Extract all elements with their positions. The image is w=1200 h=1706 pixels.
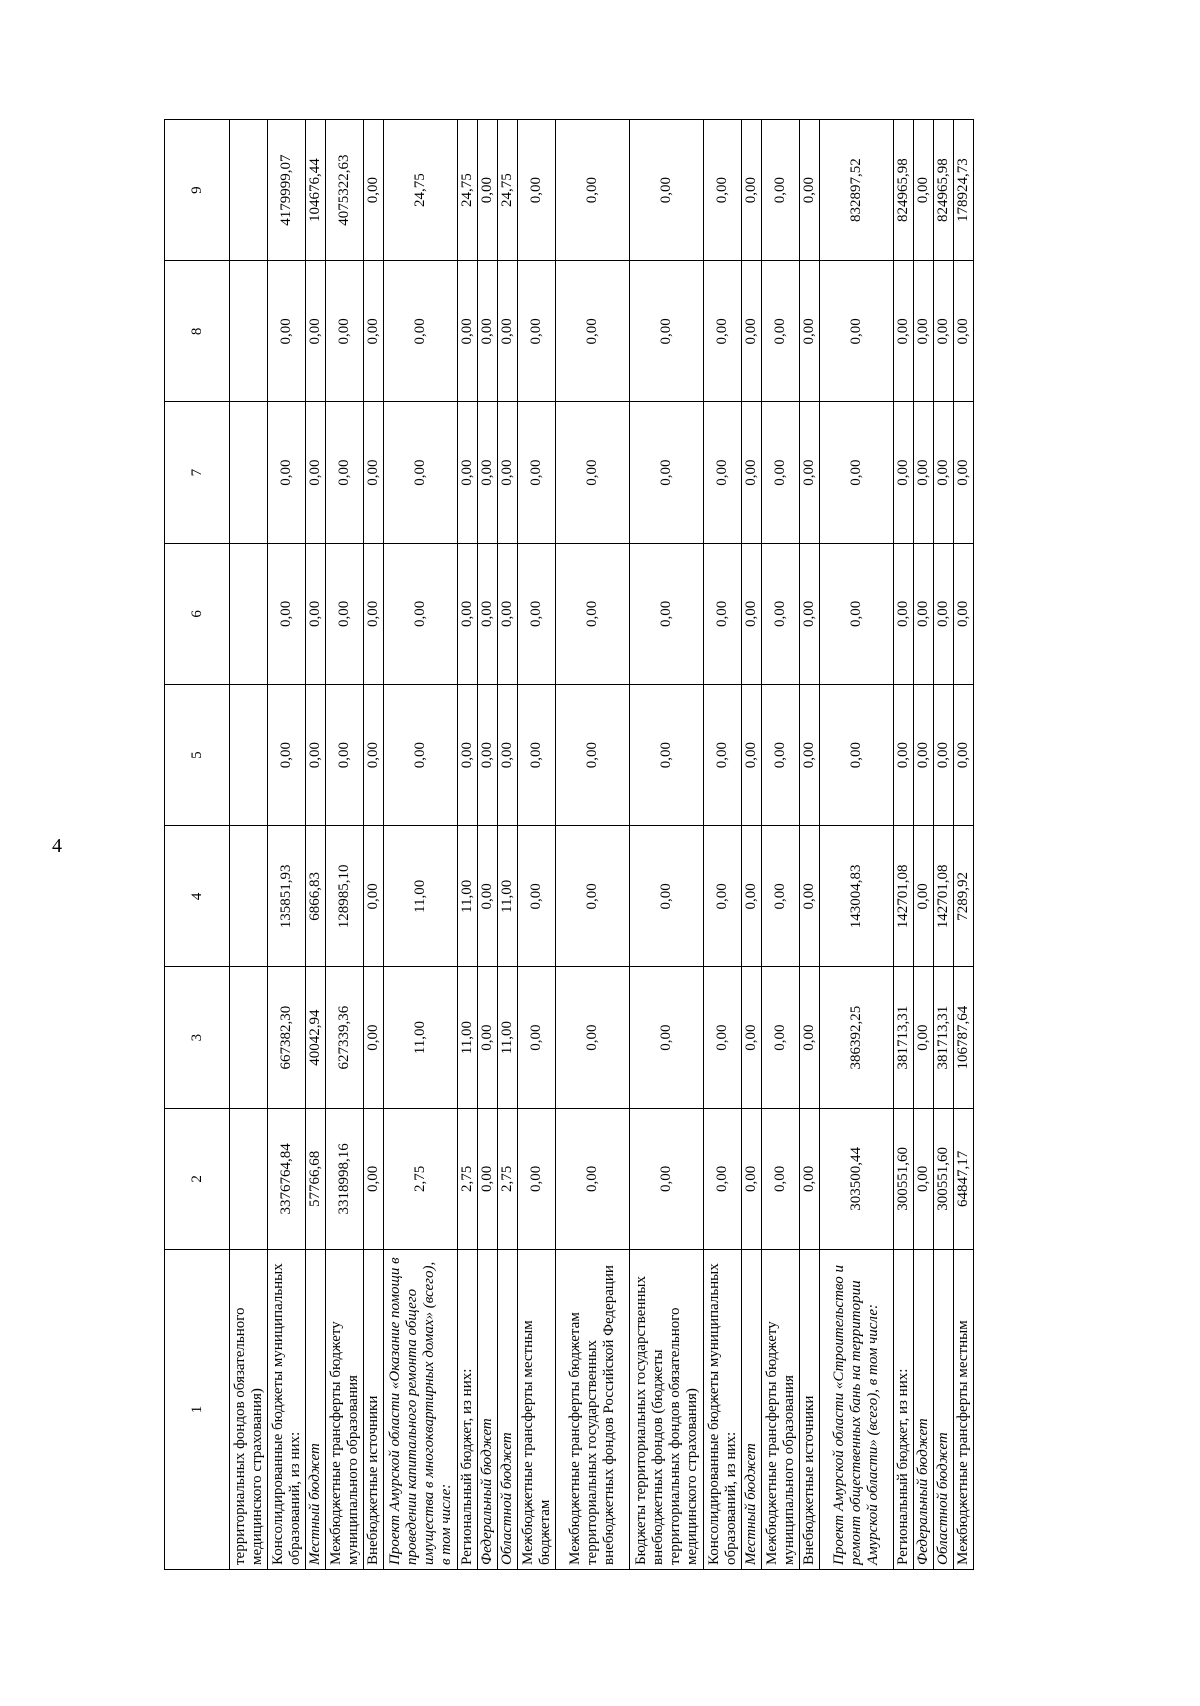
value-cell: 0,00 [800, 120, 820, 261]
value-cell: 11,00 [384, 967, 458, 1108]
value-cell: 6866,83 [306, 826, 326, 967]
value-cell: 0,00 [914, 543, 934, 684]
value-cell: 0,00 [742, 1108, 762, 1249]
value-cell: 0,00 [704, 685, 742, 826]
value-cell: 0,00 [914, 402, 934, 543]
rotated-table-container [164, 120, 1117, 1570]
row-label: Местный бюджет [742, 1250, 762, 1570]
value-cell: 386392,25 [820, 967, 894, 1108]
column-header-3: 3 [165, 967, 230, 1108]
value-cell: 106787,64 [954, 967, 974, 1108]
value-cell: 0,00 [704, 261, 742, 402]
page-number: 4 [52, 835, 62, 857]
value-cell: 0,00 [458, 685, 478, 826]
value-cell: 0,00 [800, 967, 820, 1108]
value-cell: 0,00 [498, 261, 518, 402]
value-cell: 0,00 [762, 402, 800, 543]
value-cell: 0,00 [800, 826, 820, 967]
value-cell: 0,00 [742, 120, 762, 261]
row-label: Консолидированные бюджеты муниципальных образований, из них: [268, 1250, 306, 1570]
value-cell: 0,00 [934, 543, 954, 684]
budget-table [164, 119, 974, 1570]
row-label: Областной бюджет [498, 1250, 518, 1570]
value-cell: 24,75 [384, 120, 458, 261]
row-label: Консолидированные бюджеты муниципальных образований, из них: [704, 1250, 742, 1570]
value-cell: 0,00 [306, 402, 326, 543]
value-cell: 0,00 [630, 1108, 704, 1249]
value-cell: 824965,98 [894, 120, 914, 261]
value-cell: 0,00 [704, 120, 742, 261]
value-cell: 0,00 [820, 402, 894, 543]
value-cell: 381713,31 [894, 967, 914, 1108]
value-cell [230, 261, 268, 402]
value-cell: 0,00 [306, 685, 326, 826]
value-cell: 0,00 [268, 543, 306, 684]
row-label: Межбюджетные трансферты местным [954, 1250, 974, 1570]
value-cell: 4075322,63 [326, 120, 364, 261]
value-cell: 2,75 [498, 1108, 518, 1249]
row-label: Федеральный бюджет [478, 1250, 498, 1570]
table-row [384, 120, 458, 1570]
value-cell: 0,00 [762, 543, 800, 684]
row-label: Федеральный бюджет [914, 1250, 934, 1570]
value-cell: 0,00 [364, 1108, 384, 1249]
value-cell: 0,00 [762, 261, 800, 402]
value-cell: 0,00 [556, 685, 630, 826]
value-cell: 0,00 [762, 120, 800, 261]
value-cell: 0,00 [326, 685, 364, 826]
value-cell: 24,75 [458, 120, 478, 261]
table-row [364, 120, 384, 1570]
value-cell: 135851,93 [268, 826, 306, 967]
value-cell: 0,00 [478, 685, 498, 826]
table-row [800, 120, 820, 1570]
value-cell: 0,00 [556, 261, 630, 402]
value-cell: 0,00 [800, 261, 820, 402]
value-cell: 0,00 [518, 402, 556, 543]
row-label: территориальных фондов обязательного медицинского страхования) [230, 1250, 268, 1570]
value-cell: 0,00 [914, 1108, 934, 1249]
value-cell: 0,00 [556, 826, 630, 967]
value-cell: 627339,36 [326, 967, 364, 1108]
value-cell: 0,00 [556, 543, 630, 684]
value-cell: 0,00 [630, 261, 704, 402]
value-cell [230, 543, 268, 684]
table-row [762, 120, 800, 1570]
value-cell: 0,00 [518, 967, 556, 1108]
value-cell: 0,00 [742, 543, 762, 684]
value-cell: 0,00 [742, 967, 762, 1108]
value-cell: 11,00 [384, 826, 458, 967]
row-label: Межбюджетные трансферты бюджету муниципального образования [326, 1250, 364, 1570]
table-row [954, 120, 974, 1570]
value-cell: 0,00 [762, 967, 800, 1108]
value-cell: 0,00 [478, 120, 498, 261]
value-cell: 0,00 [518, 1108, 556, 1249]
row-label: Областной бюджет [934, 1250, 954, 1570]
table-body [230, 120, 974, 1570]
value-cell: 0,00 [894, 685, 914, 826]
value-cell: 0,00 [498, 685, 518, 826]
row-label: Региональный бюджет, из них: [458, 1250, 478, 1570]
value-cell: 11,00 [458, 826, 478, 967]
value-cell: 0,00 [800, 402, 820, 543]
value-cell: 24,75 [498, 120, 518, 261]
value-cell: 381713,31 [934, 967, 954, 1108]
table-row [742, 120, 762, 1570]
value-cell: 0,00 [326, 402, 364, 543]
value-cell: 0,00 [478, 402, 498, 543]
value-cell: 7289,92 [954, 826, 974, 967]
row-label: Межбюджетные трансферты бюджету муниципального образования [762, 1250, 800, 1570]
value-cell: 104676,44 [306, 120, 326, 261]
value-cell: 0,00 [306, 543, 326, 684]
value-cell: 0,00 [914, 967, 934, 1108]
value-cell: 0,00 [268, 402, 306, 543]
value-cell: 0,00 [630, 967, 704, 1108]
value-cell: 0,00 [364, 120, 384, 261]
value-cell: 0,00 [914, 261, 934, 402]
table-row [518, 120, 556, 1570]
table-row [498, 120, 518, 1570]
value-cell [230, 402, 268, 543]
value-cell: 0,00 [914, 120, 934, 261]
header-row [165, 120, 230, 1570]
table-row [458, 120, 478, 1570]
value-cell: 300551,60 [934, 1108, 954, 1249]
value-cell: 0,00 [556, 1108, 630, 1249]
value-cell: 0,00 [954, 543, 974, 684]
column-header-6: 6 [165, 543, 230, 684]
value-cell: 0,00 [384, 543, 458, 684]
column-header-9: 9 [165, 120, 230, 261]
value-cell: 0,00 [326, 543, 364, 684]
value-cell: 57766,68 [306, 1108, 326, 1249]
value-cell: 0,00 [498, 402, 518, 543]
value-cell: 143004,83 [820, 826, 894, 967]
value-cell: 0,00 [820, 543, 894, 684]
table-row [556, 120, 630, 1570]
value-cell: 4179999,07 [268, 120, 306, 261]
value-cell: 0,00 [894, 543, 914, 684]
row-label: Местный бюджет [306, 1250, 326, 1570]
value-cell: 0,00 [364, 402, 384, 543]
value-cell: 303500,44 [820, 1108, 894, 1249]
table-row [478, 120, 498, 1570]
column-header-5: 5 [165, 685, 230, 826]
value-cell: 0,00 [556, 967, 630, 1108]
column-header-2: 2 [165, 1108, 230, 1249]
value-cell: 0,00 [518, 685, 556, 826]
column-header-8: 8 [165, 261, 230, 402]
value-cell [230, 826, 268, 967]
value-cell: 0,00 [800, 543, 820, 684]
value-cell: 0,00 [478, 967, 498, 1108]
value-cell: 0,00 [518, 826, 556, 967]
value-cell: 0,00 [268, 685, 306, 826]
value-cell: 0,00 [458, 261, 478, 402]
value-cell: 0,00 [268, 261, 306, 402]
value-cell: 300551,60 [894, 1108, 914, 1249]
value-cell: 0,00 [518, 543, 556, 684]
value-cell: 2,75 [458, 1108, 478, 1249]
row-label: Проект Амурской области «Оказание помощи в проведении капитального ремонта общего имущества в многоквартирных домах» (всего), в том числе: [384, 1250, 458, 1570]
value-cell: 0,00 [306, 261, 326, 402]
value-cell: 3318998,16 [326, 1108, 364, 1249]
value-cell: 0,00 [364, 826, 384, 967]
value-cell: 0,00 [914, 826, 934, 967]
table-row [894, 120, 914, 1570]
value-cell: 0,00 [364, 685, 384, 826]
row-label: Региональный бюджет, из них: [894, 1250, 914, 1570]
value-cell: 0,00 [364, 261, 384, 402]
row-label: Внебюджетные источники [800, 1250, 820, 1570]
row-label: Межбюджетные трансферты местным бюджетам [518, 1250, 556, 1570]
value-cell: 0,00 [384, 261, 458, 402]
value-cell: 11,00 [498, 967, 518, 1108]
value-cell: 0,00 [820, 685, 894, 826]
value-cell: 2,75 [384, 1108, 458, 1249]
table-row [820, 120, 894, 1570]
value-cell: 0,00 [762, 685, 800, 826]
column-header-4: 4 [165, 826, 230, 967]
row-label: Бюджеты территориальных государственных внебюджетных фондов (бюджеты территориальных фондов обязательного медицинского страхования) [630, 1250, 704, 1570]
value-cell: 0,00 [556, 402, 630, 543]
value-cell: 0,00 [478, 543, 498, 684]
value-cell [230, 685, 268, 826]
value-cell: 0,00 [704, 543, 742, 684]
table-row [326, 120, 364, 1570]
value-cell: 0,00 [954, 685, 974, 826]
value-cell: 0,00 [742, 826, 762, 967]
value-cell: 0,00 [630, 543, 704, 684]
value-cell: 0,00 [704, 402, 742, 543]
row-label: Проект Амурской области «Строительство и ремонт общественных бань на территории Амурской области» (всего), в том числе: [820, 1250, 894, 1570]
value-cell: 0,00 [742, 261, 762, 402]
value-cell: 0,00 [934, 261, 954, 402]
value-cell: 0,00 [556, 120, 630, 261]
column-header-7: 7 [165, 402, 230, 543]
value-cell: 0,00 [742, 402, 762, 543]
value-cell: 11,00 [498, 826, 518, 967]
value-cell [230, 120, 268, 261]
value-cell: 0,00 [518, 261, 556, 402]
table-row [934, 120, 954, 1570]
value-cell [230, 1108, 268, 1249]
value-cell: 11,00 [458, 967, 478, 1108]
value-cell: 0,00 [914, 685, 934, 826]
value-cell: 128985,10 [326, 826, 364, 967]
value-cell: 0,00 [326, 261, 364, 402]
value-cell: 0,00 [478, 1108, 498, 1249]
value-cell: 0,00 [820, 261, 894, 402]
value-cell: 0,00 [894, 261, 914, 402]
value-cell: 0,00 [458, 402, 478, 543]
value-cell: 64847,17 [954, 1108, 974, 1249]
value-cell: 0,00 [704, 1108, 742, 1249]
value-cell: 0,00 [954, 402, 974, 543]
value-cell: 0,00 [800, 1108, 820, 1249]
value-cell: 0,00 [704, 826, 742, 967]
value-cell: 0,00 [458, 543, 478, 684]
value-cell: 0,00 [762, 1108, 800, 1249]
table-row [704, 120, 742, 1570]
value-cell: 0,00 [630, 826, 704, 967]
value-cell: 0,00 [498, 543, 518, 684]
value-cell: 0,00 [954, 261, 974, 402]
value-cell: 824965,98 [934, 120, 954, 261]
table-row [914, 120, 934, 1570]
value-cell: 0,00 [384, 685, 458, 826]
value-cell: 0,00 [364, 543, 384, 684]
column-header-1: 1 [165, 1250, 230, 1570]
value-cell: 142701,08 [934, 826, 954, 967]
value-cell: 0,00 [894, 402, 914, 543]
value-cell: 0,00 [478, 261, 498, 402]
row-label: Внебюджетные источники [364, 1250, 384, 1570]
table-row [630, 120, 704, 1570]
row-label: Межбюджетные трансферты бюджетам территориальных государственных внебюджетных фондов Российской Федерации [556, 1250, 630, 1570]
value-cell: 0,00 [800, 685, 820, 826]
value-cell: 0,00 [630, 120, 704, 261]
value-cell: 0,00 [934, 402, 954, 543]
value-cell: 667382,30 [268, 967, 306, 1108]
value-cell: 0,00 [934, 685, 954, 826]
value-cell: 142701,08 [894, 826, 914, 967]
value-cell: 0,00 [478, 826, 498, 967]
value-cell [230, 967, 268, 1108]
value-cell: 0,00 [704, 967, 742, 1108]
table-row [230, 120, 268, 1570]
value-cell: 0,00 [742, 685, 762, 826]
value-cell: 40042,94 [306, 967, 326, 1108]
value-cell: 0,00 [384, 402, 458, 543]
value-cell: 0,00 [630, 685, 704, 826]
value-cell: 3376764,84 [268, 1108, 306, 1249]
value-cell: 0,00 [762, 826, 800, 967]
value-cell: 832897,52 [820, 120, 894, 261]
table-row [268, 120, 306, 1570]
value-cell: 178924,73 [954, 120, 974, 261]
value-cell: 0,00 [630, 402, 704, 543]
value-cell: 0,00 [364, 967, 384, 1108]
table-row [306, 120, 326, 1570]
value-cell: 0,00 [518, 120, 556, 261]
